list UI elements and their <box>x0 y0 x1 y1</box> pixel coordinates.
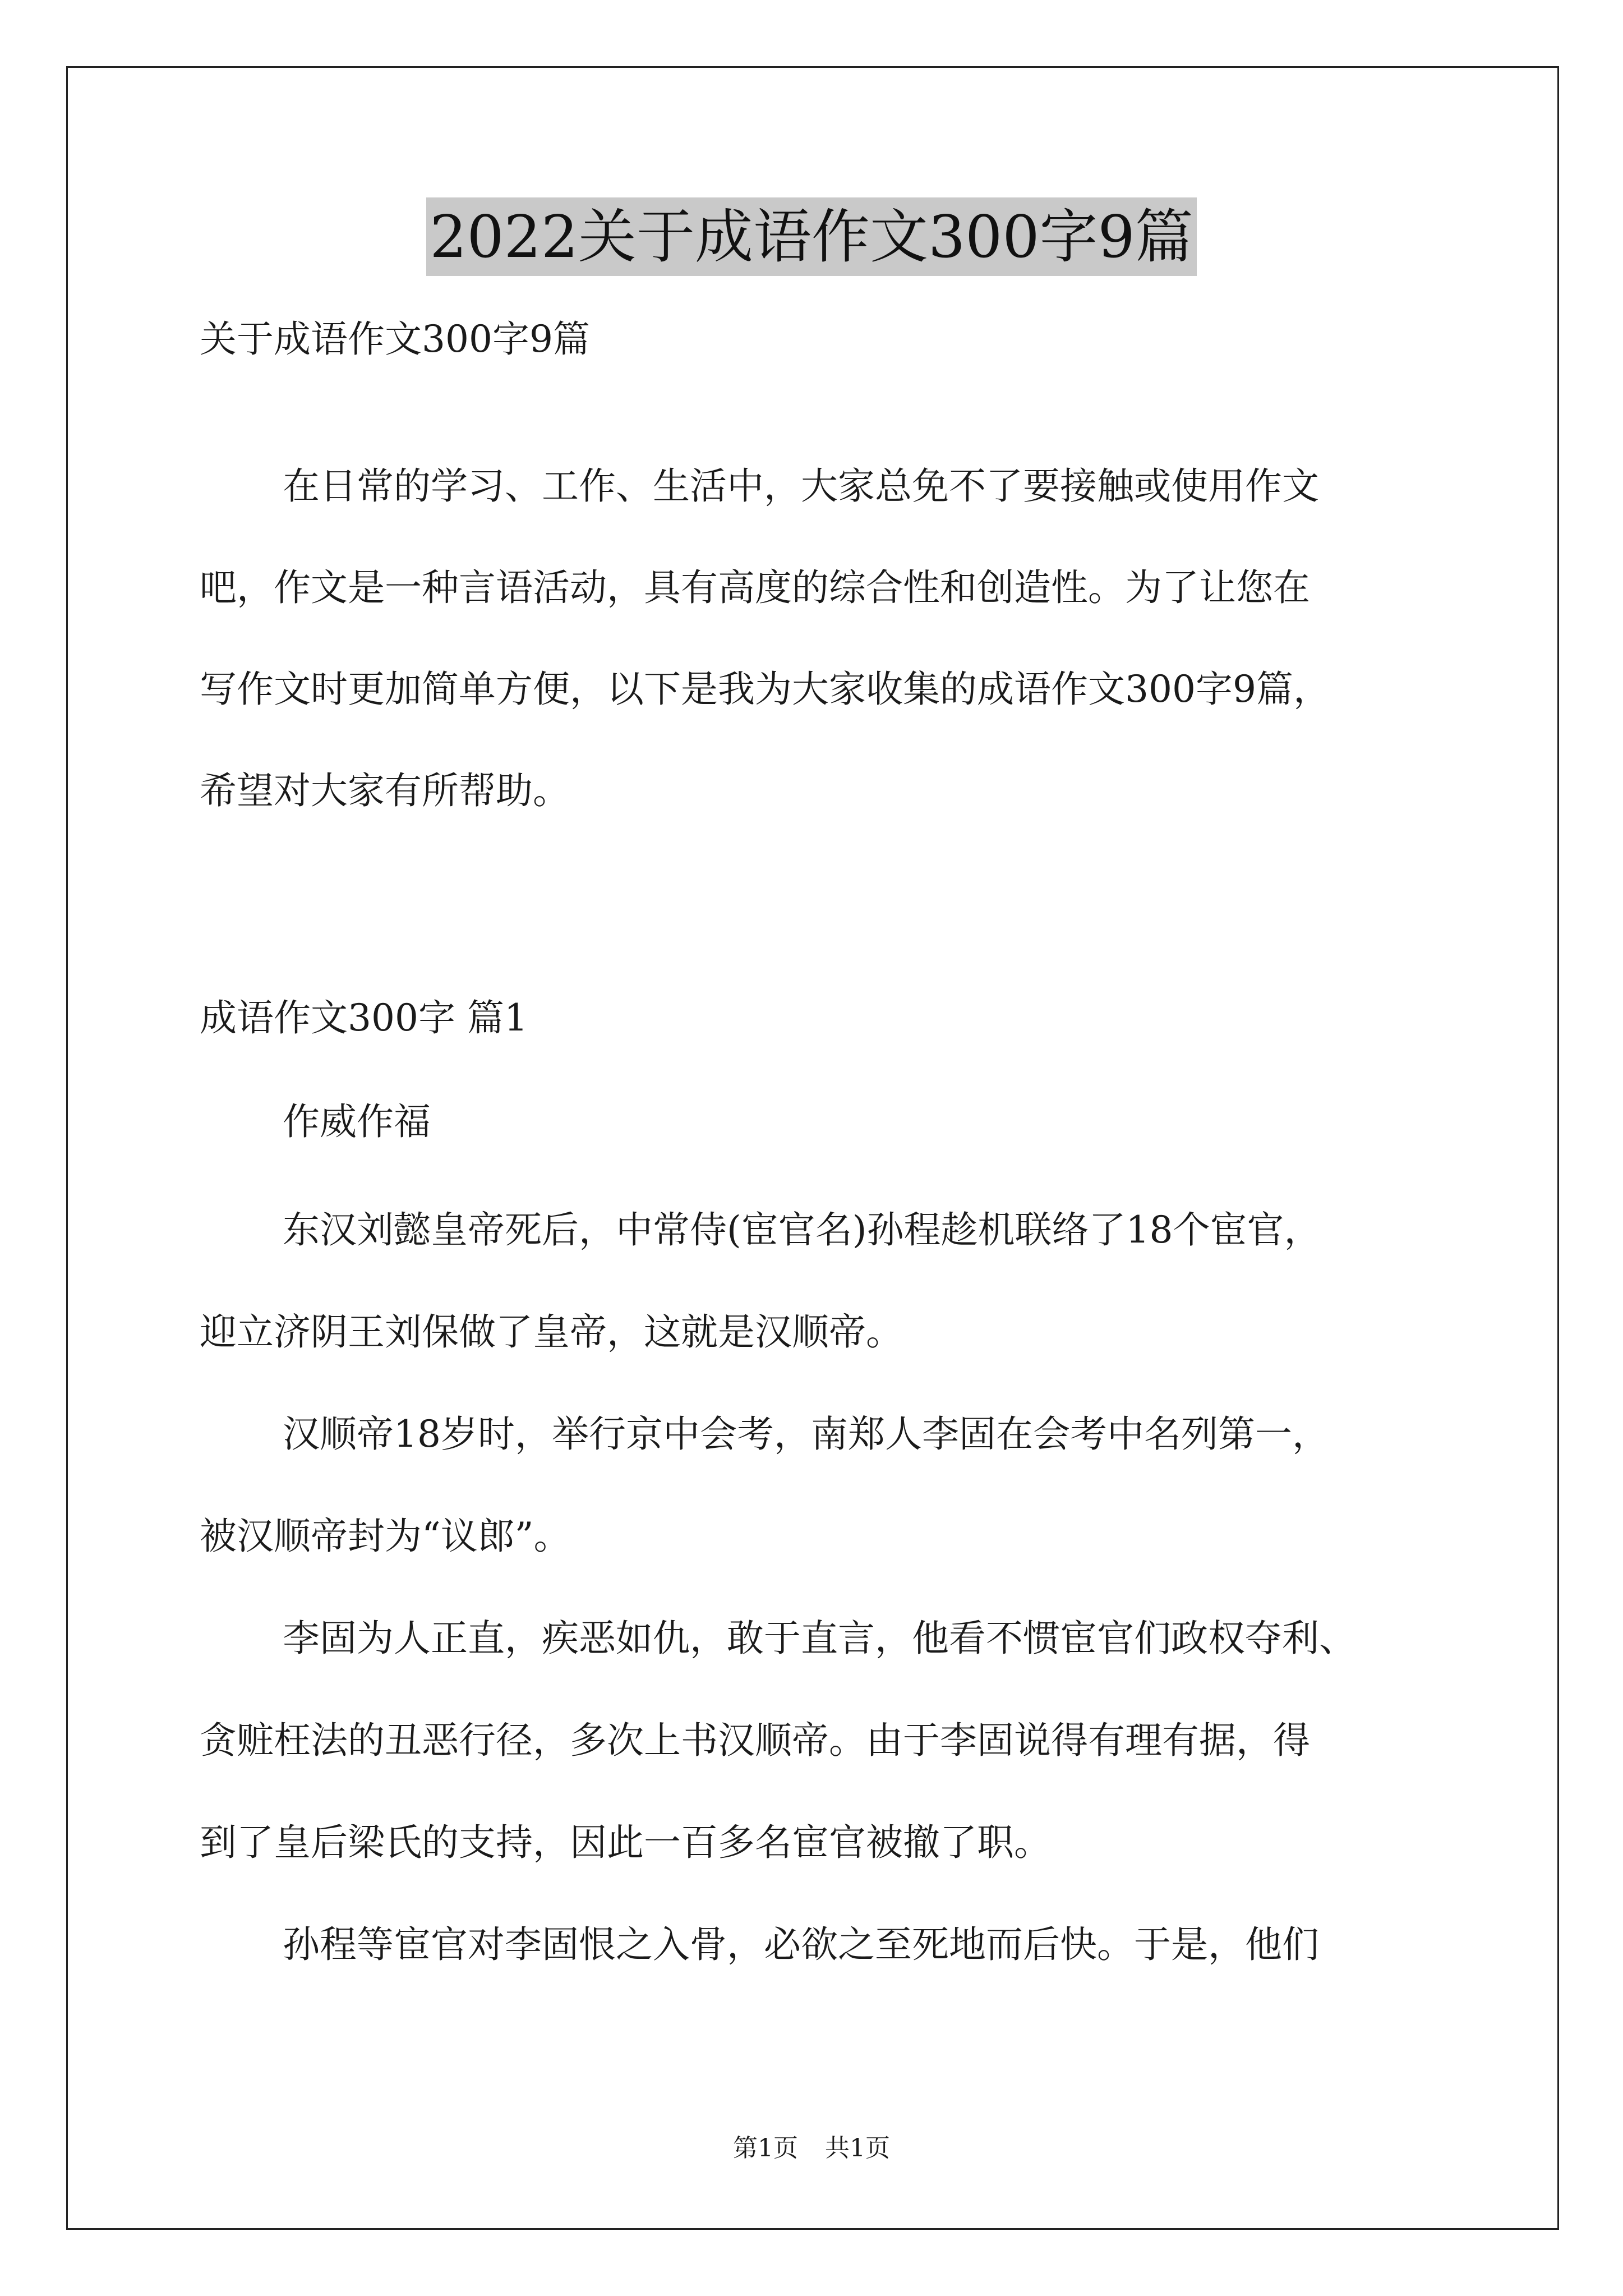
paragraph-line: 希望对大家有所帮助。 <box>200 769 570 812</box>
paragraph-line: 孙程等宦官对李固恨之入骨，必欲之至死地而后快。于是，他们 <box>283 1923 1319 1966</box>
paragraph-line: 迎立济阴王刘保做了皇帝，这就是汉顺帝。 <box>200 1310 903 1354</box>
idiom-heading: 作威作福 <box>283 1100 431 1143</box>
document-title: 2022关于成语作文300字9篇 <box>426 197 1196 276</box>
paragraph-line: 到了皇后梁氏的支持，因此一百多名宦官被撤了职。 <box>200 1821 1051 1864</box>
page-border <box>66 66 1559 2230</box>
page-footer <box>0 2132 1623 2165</box>
paragraph-line: 在日常的学习、工作、生活中，大家总免不了要接触或使用作文 <box>283 464 1319 508</box>
paragraph-line: 写作文时更加简单方便，以下是我为大家收集的成语作文300字9篇， <box>200 668 1330 711</box>
paragraph-line: 吧，作文是一种言语活动，具有高度的综合性和创造性。为了让您在 <box>200 566 1310 609</box>
paragraph-line: 东汉刘懿皇帝死后，中常侍(宦官名)孙程趁机联络了18个宦官， <box>283 1208 1321 1251</box>
paragraph-line: 李固为人正直，疾恶如仇，敢于直言，他看不惯宦官们政权夺利、 <box>283 1617 1356 1660</box>
title-block <box>0 197 1623 276</box>
paragraph-line: 被汉顺帝封为“议郎”。 <box>200 1515 571 1558</box>
paragraph-line: 汉顺帝18岁时，举行京中会考，南郑人李固在会考中名列第一， <box>283 1412 1329 1456</box>
section-heading: 成语作文300字 篇1 <box>200 996 528 1039</box>
paragraph-line: 贪赃枉法的丑恶行径，多次上书汉顺帝。由于李固说得有理有据，得 <box>200 1719 1310 1762</box>
page-number: 第1页 <box>733 2134 798 2162</box>
page-total: 共1页 <box>825 2134 890 2162</box>
subtitle-line: 关于成语作文300字9篇 <box>200 318 590 361</box>
